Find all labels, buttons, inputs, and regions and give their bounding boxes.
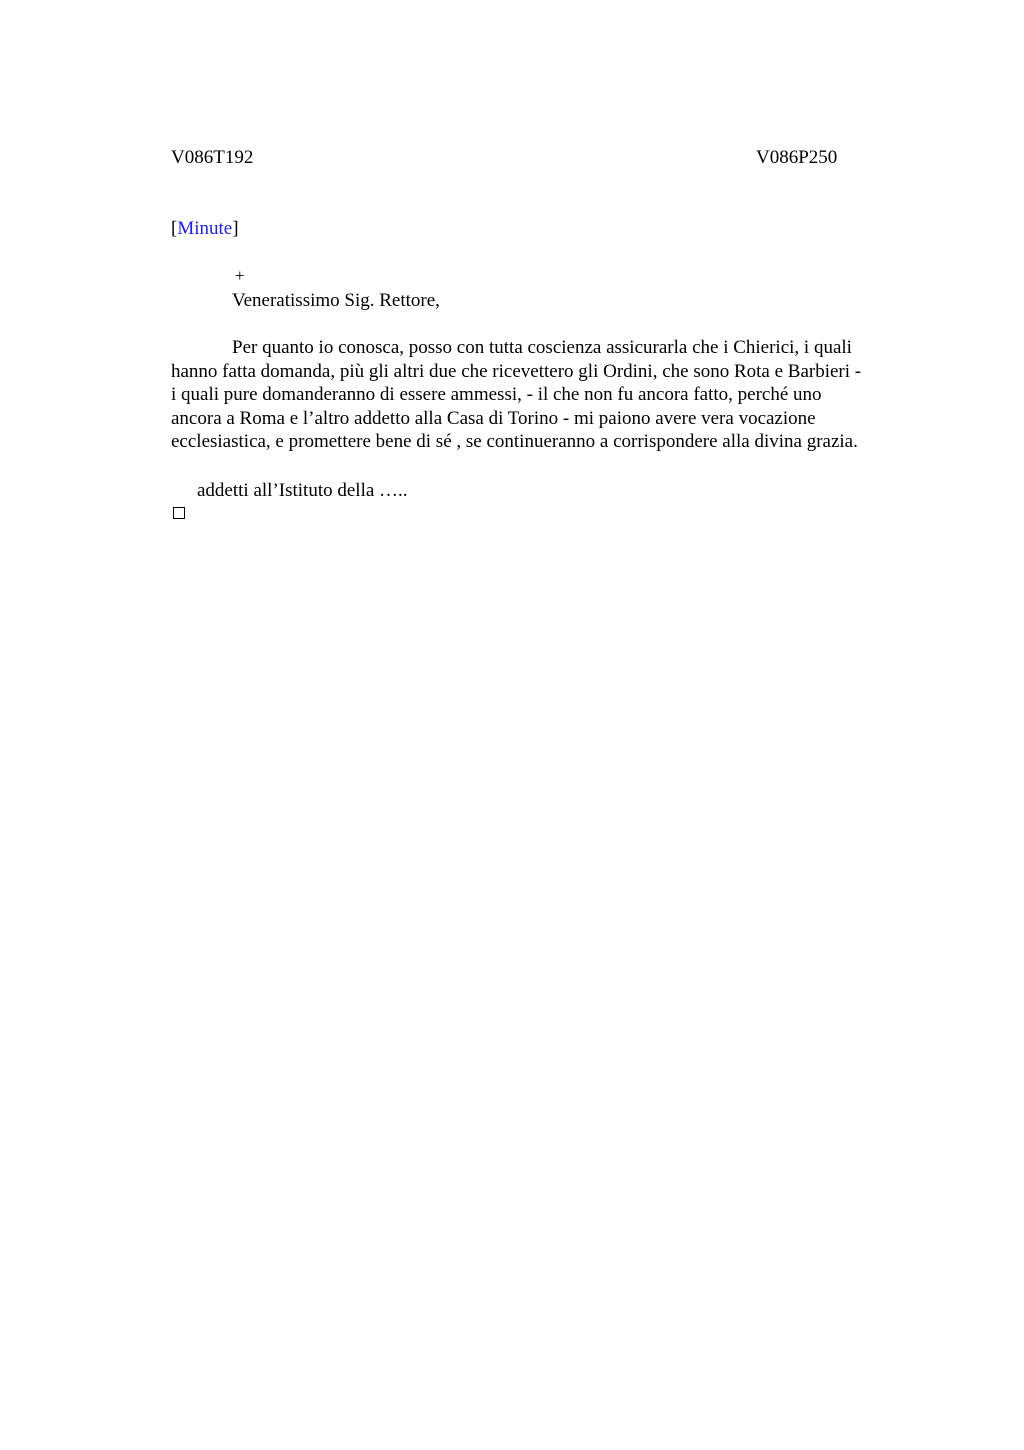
body-line: ecclesiastica, e promettere bene di sé , se continueranno a corrispondere alla divina grazia.	[171, 431, 858, 453]
body-line: hanno fatta domanda, più gli altri due che ricevettero gli Ordini, che sono Rota e Barbieri -	[171, 360, 862, 382]
letter-salutation: Veneratissimo Sig. Rettore,	[232, 290, 440, 311]
close-bracket: ]	[232, 218, 239, 239]
body-line: Per quanto io conosca, posso con tutta coscienza assicurarla che i Chierici, i quali	[232, 337, 852, 358]
cross-symbol: +	[235, 266, 245, 285]
minute-label	[171, 217, 239, 241]
empty-square-icon	[173, 507, 185, 519]
open-bracket: [	[171, 218, 178, 239]
document-code-left: V086T192	[171, 147, 254, 168]
body-line: ancora a Roma e l’altro addetto alla Casa di Torino - mi paiono avere vera vocazione	[171, 407, 816, 429]
document-code-right: V086P250	[756, 147, 838, 168]
letter-body	[171, 336, 926, 454]
minute-link[interactable]: Minute	[177, 218, 233, 239]
footnote-text: addetti all’Istituto della …..	[197, 480, 408, 501]
body-line: i quali pure domanderanno di essere ammessi, - il che non fu ancora fatto, perché uno	[171, 384, 822, 406]
